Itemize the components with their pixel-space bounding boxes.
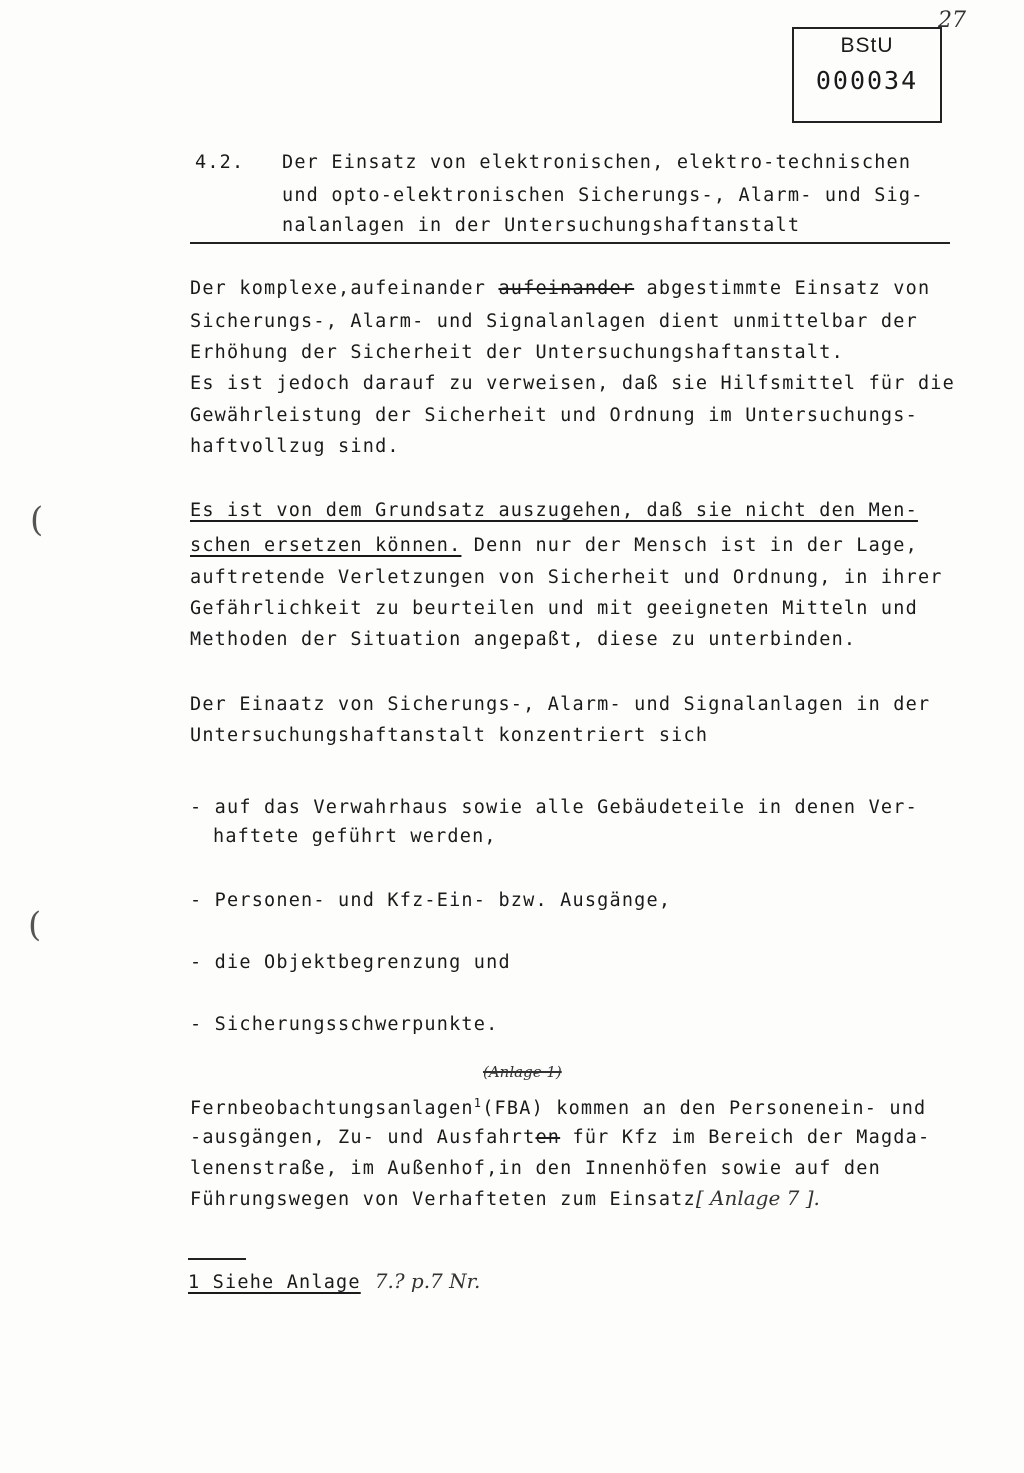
archive-stamp bbox=[792, 27, 942, 123]
list-item-4: - Sicherungsschwerpunkte. bbox=[190, 1014, 499, 1035]
para2-line2-rest: Denn nur der Mensch ist in der Lage, bbox=[461, 535, 918, 556]
para4-line1-a: Fernbeobachtungsanlagen bbox=[190, 1098, 474, 1120]
footnote-struck: 1 Siehe Anlage bbox=[188, 1272, 361, 1293]
para2-line-4: Gefährlichkeit zu beurteilen und mit geeigneten Mitteln und bbox=[190, 598, 918, 619]
para4-line2-b: für Kfz im Bereich der Magda- bbox=[560, 1127, 931, 1148]
struck-word: aufeinander bbox=[498, 278, 635, 299]
para2-line-3: auftretende Verletzungen von Sicherheit und Ordnung, in ihrer bbox=[190, 567, 943, 588]
heading-underline bbox=[190, 242, 950, 244]
para1-line-4: Es ist jedoch darauf zu verweisen, daß sie Hilfsmittel für die bbox=[190, 373, 955, 394]
para1-line-2: Sicherungs-, Alarm- und Signalanlagen dient unmittelbar der bbox=[190, 311, 918, 332]
para1-line-3: Erhöhung der Sicherheit der Untersuchungshaftanstalt. bbox=[190, 342, 844, 363]
section-number: 4.2. bbox=[195, 152, 245, 173]
stamp-number: 000034 bbox=[815, 66, 919, 95]
para4-line-2 bbox=[190, 1127, 930, 1148]
para2-line2-underlined: schen ersetzen können. bbox=[190, 535, 462, 556]
para4-line4-text: Führungswegen von Verhafteten zum Einsatz bbox=[190, 1189, 696, 1210]
para2-line-1: Es ist von dem Grundsatz auszugehen, daß sie nicht den Men- bbox=[190, 500, 918, 521]
punch-hole-mark-bottom: ( bbox=[28, 905, 42, 945]
heading-line-3: nalanlagen in der Untersuchungshaftanstalt bbox=[282, 215, 801, 236]
footnote-rule bbox=[188, 1258, 246, 1260]
heading-line-1: Der Einsatz von elektronischen, elektro-technischen bbox=[282, 152, 912, 173]
para1-line-6: haftvollzug sind. bbox=[190, 436, 400, 457]
list-item-3: - die Objektbegrenzung und bbox=[190, 952, 511, 973]
para2-line-2 bbox=[190, 535, 918, 556]
list-item-1-line-1: - auf das Verwahrhaus sowie alle Gebäudeteile in denen Ver- bbox=[190, 797, 918, 818]
footnote-handwritten: 7.? p.7 Nr. bbox=[374, 1269, 481, 1293]
heading-line-2: und opto-elektronischen Sicherungs-, Alarm- und Sig- bbox=[282, 185, 924, 206]
para3-line-1: Der Einaatz von Sicherungs-, Alarm- und Signalanlagen in der bbox=[190, 694, 931, 715]
para4-line2-a: -ausgängen, Zu- und Ausfahrt bbox=[190, 1127, 536, 1148]
footnote-line bbox=[188, 1269, 480, 1293]
para2-line-5: Methoden der Situation angepaßt, diese zu unterbinden. bbox=[190, 629, 857, 650]
stamp-org: BStU bbox=[840, 34, 894, 57]
para1-line1-before: Der komplexe,aufeinander bbox=[190, 278, 499, 299]
footnote-marker: 1 bbox=[473, 1096, 483, 1110]
handwritten-annex-ref: [ Anlage 7 ]. bbox=[695, 1186, 820, 1210]
handwritten-page-number: 27 bbox=[938, 8, 966, 33]
para1-line-1 bbox=[190, 278, 930, 299]
punch-hole-mark-top: ( bbox=[30, 500, 44, 540]
para4-line-4 bbox=[190, 1186, 820, 1210]
para4-line-1 bbox=[190, 1096, 926, 1119]
para1-line-5: Gewährleistung der Sicherheit und Ordnung im Untersuchungs- bbox=[190, 405, 918, 426]
list-item-2: - Personen- und Kfz-Ein- bzw. Ausgänge, bbox=[190, 890, 672, 911]
struck-suffix: en bbox=[535, 1127, 561, 1148]
list-item-1-line-2: haftete geführt werden, bbox=[213, 826, 497, 847]
para4-line1-c: kommen an den Personenein- und bbox=[543, 1098, 927, 1120]
para4-line-3: lenenstraße, im Außenhof,in den Innenhöfen sowie auf den bbox=[190, 1158, 881, 1179]
para4-line1-b: (FBA) bbox=[482, 1098, 544, 1120]
para3-line-2: Untersuchungshaftanstalt konzentriert sich bbox=[190, 725, 709, 746]
struck-annotation: (Anlage 1) bbox=[483, 1063, 562, 1081]
para1-line1-after: abgestimmte Einsatz von bbox=[634, 278, 931, 299]
